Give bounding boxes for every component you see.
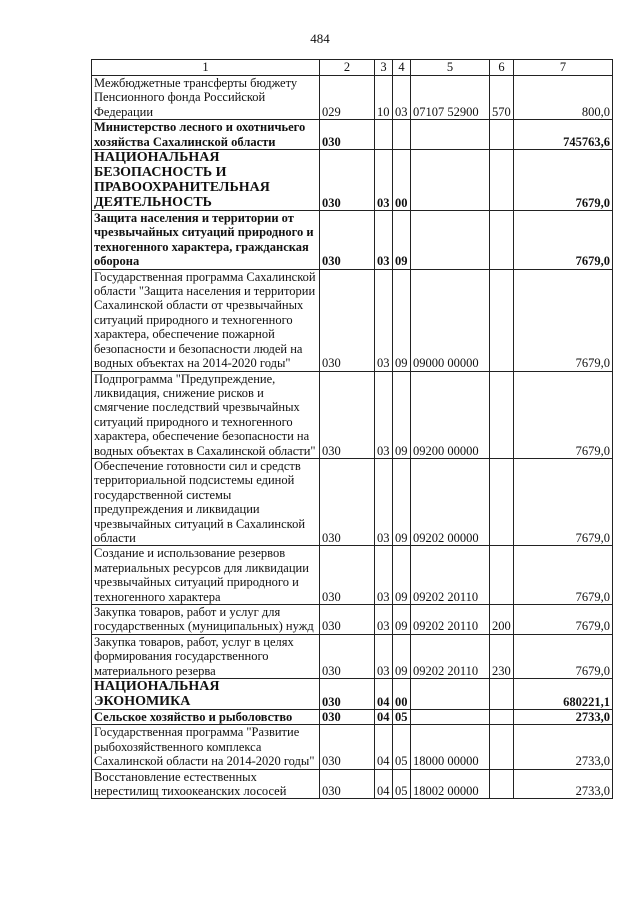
row-name: Подпрограмма "Предупреждение, ликвидация, снижение рисков и смягчение последствий чрезвычайных ситуаций природного и техногенного характера, обеспечение безопасности на водных объектах в Сахалинской области" bbox=[92, 371, 320, 458]
table-row bbox=[92, 634, 613, 678]
row-name: Государственная программа Сахалинской области "Защита населения и территории Сахалинской области от чрезвычайных ситуаций природного и техногенного характера, обеспечение пожарной безопасности и безопасности людей на водных объектах на 2014-2020 годы" bbox=[92, 269, 320, 371]
target-code: 09202 20110 bbox=[411, 546, 490, 605]
subsection-code: 09 bbox=[393, 634, 411, 678]
ministry-code: 030 bbox=[320, 211, 375, 270]
row-name: Министерство лесного и охотничьего хозяйства Сахалинской области bbox=[92, 120, 320, 150]
ministry-code: 030 bbox=[320, 679, 375, 710]
row-name: Межбюджетные трансферты бюджету Пенсионного фонда Российской Федерации bbox=[92, 76, 320, 120]
expense-type: 570 bbox=[490, 76, 514, 120]
row-name: НАЦИОНАЛЬНАЯ БЕЗОПАСНОСТЬ И ПРАВООХРАНИТЕЛЬНАЯ ДЕЯТЕЛЬНОСТЬ bbox=[92, 150, 320, 211]
expense-type bbox=[490, 769, 514, 799]
column-header: 7 bbox=[514, 60, 613, 76]
table-row bbox=[92, 371, 613, 458]
expense-type bbox=[490, 546, 514, 605]
ministry-code: 030 bbox=[320, 150, 375, 211]
subsection-code bbox=[393, 120, 411, 150]
target-code: 09202 00000 bbox=[411, 458, 490, 545]
amount: 7679,0 bbox=[514, 371, 613, 458]
table-row bbox=[92, 605, 613, 635]
subsection-code: 00 bbox=[393, 679, 411, 710]
section-code: 04 bbox=[375, 710, 393, 725]
row-name: Закупка товаров, работ и услуг для государственных (муниципальных) нужд bbox=[92, 605, 320, 635]
table-row bbox=[92, 725, 613, 769]
table-row bbox=[92, 150, 613, 211]
ministry-code: 030 bbox=[320, 725, 375, 769]
row-name: Восстановление естественных нерестилищ тихоокеанских лососей bbox=[92, 769, 320, 799]
table-row bbox=[92, 269, 613, 371]
ministry-code: 030 bbox=[320, 605, 375, 635]
target-code: 18002 00000 bbox=[411, 769, 490, 799]
expense-type bbox=[490, 458, 514, 545]
row-name: Защита населения и территории от чрезвычайных ситуаций природного и техногенного характера, гражданская оборона bbox=[92, 211, 320, 270]
ministry-code: 029 bbox=[320, 76, 375, 120]
table-row bbox=[92, 769, 613, 799]
expense-type bbox=[490, 269, 514, 371]
amount: 7679,0 bbox=[514, 211, 613, 270]
section-code: 03 bbox=[375, 458, 393, 545]
section-code: 04 bbox=[375, 769, 393, 799]
table-row bbox=[92, 76, 613, 120]
expense-type: 230 bbox=[490, 634, 514, 678]
table-row bbox=[92, 679, 613, 710]
subsection-code: 09 bbox=[393, 605, 411, 635]
ministry-code: 030 bbox=[320, 371, 375, 458]
table-row bbox=[92, 211, 613, 270]
amount: 745763,6 bbox=[514, 120, 613, 150]
row-name: Сельское хозяйство и рыболовство bbox=[92, 710, 320, 725]
ministry-code: 030 bbox=[320, 634, 375, 678]
subsection-code: 09 bbox=[393, 269, 411, 371]
expense-type bbox=[490, 211, 514, 270]
column-header: 1 bbox=[92, 60, 320, 76]
subsection-code: 05 bbox=[393, 710, 411, 725]
column-header: 4 bbox=[393, 60, 411, 76]
amount: 7679,0 bbox=[514, 605, 613, 635]
expense-type bbox=[490, 120, 514, 150]
row-name: Закупка товаров, работ, услуг в целях формирования государственного материального резерва bbox=[92, 634, 320, 678]
subsection-code: 03 bbox=[393, 76, 411, 120]
subsection-code: 09 bbox=[393, 546, 411, 605]
amount: 2733,0 bbox=[514, 769, 613, 799]
section-code: 04 bbox=[375, 679, 393, 710]
expense-type bbox=[490, 710, 514, 725]
section-code: 03 bbox=[375, 269, 393, 371]
header-row bbox=[92, 60, 613, 76]
target-code: 09202 20110 bbox=[411, 634, 490, 678]
column-header: 5 bbox=[411, 60, 490, 76]
table-row bbox=[92, 546, 613, 605]
budget-table bbox=[91, 59, 613, 799]
ministry-code: 030 bbox=[320, 546, 375, 605]
row-name: НАЦИОНАЛЬНАЯ ЭКОНОМИКА bbox=[92, 679, 320, 710]
row-name: Обеспечение готовности сил и средств территориальной подсистемы единой государственной системы предупреждения и ликвидации чрезвычайных ситуаций в Сахалинской области bbox=[92, 458, 320, 545]
expense-type bbox=[490, 371, 514, 458]
section-code: 03 bbox=[375, 150, 393, 211]
section-code: 03 bbox=[375, 371, 393, 458]
column-header: 2 bbox=[320, 60, 375, 76]
ministry-code: 030 bbox=[320, 769, 375, 799]
section-code: 03 bbox=[375, 546, 393, 605]
row-name: Создание и использование резервов материальных ресурсов для ликвидации чрезвычайных ситуаций природного и техногенного характера bbox=[92, 546, 320, 605]
amount: 2733,0 bbox=[514, 725, 613, 769]
column-header: 3 bbox=[375, 60, 393, 76]
amount: 7679,0 bbox=[514, 269, 613, 371]
target-code: 09200 00000 bbox=[411, 371, 490, 458]
section-code: 03 bbox=[375, 605, 393, 635]
target-code bbox=[411, 120, 490, 150]
target-code bbox=[411, 679, 490, 710]
column-header: 6 bbox=[490, 60, 514, 76]
table-row bbox=[92, 710, 613, 725]
expense-type: 200 bbox=[490, 605, 514, 635]
target-code bbox=[411, 150, 490, 211]
target-code: 09202 20110 bbox=[411, 605, 490, 635]
row-name: Государственная программа "Развитие рыбохозяйственного комплекса Сахалинской области на 2014-2020 годы" bbox=[92, 725, 320, 769]
ministry-code: 030 bbox=[320, 269, 375, 371]
amount: 7679,0 bbox=[514, 458, 613, 545]
amount: 7679,0 bbox=[514, 634, 613, 678]
target-code bbox=[411, 211, 490, 270]
ministry-code: 030 bbox=[320, 458, 375, 545]
subsection-code: 05 bbox=[393, 769, 411, 799]
section-code: 03 bbox=[375, 211, 393, 270]
target-code: 07107 52900 bbox=[411, 76, 490, 120]
subsection-code: 00 bbox=[393, 150, 411, 211]
amount: 800,0 bbox=[514, 76, 613, 120]
expense-type bbox=[490, 725, 514, 769]
amount: 680221,1 bbox=[514, 679, 613, 710]
subsection-code: 09 bbox=[393, 211, 411, 270]
table-row bbox=[92, 120, 613, 150]
target-code bbox=[411, 710, 490, 725]
target-code: 09000 00000 bbox=[411, 269, 490, 371]
page-number: 484 bbox=[310, 31, 330, 46]
subsection-code: 05 bbox=[393, 725, 411, 769]
section-code: 10 bbox=[375, 76, 393, 120]
section-code: 04 bbox=[375, 725, 393, 769]
expense-type bbox=[490, 679, 514, 710]
section-code bbox=[375, 120, 393, 150]
amount: 7679,0 bbox=[514, 150, 613, 211]
section-code: 03 bbox=[375, 634, 393, 678]
target-code: 18000 00000 bbox=[411, 725, 490, 769]
amount: 2733,0 bbox=[514, 710, 613, 725]
table-row bbox=[92, 458, 613, 545]
ministry-code: 030 bbox=[320, 120, 375, 150]
subsection-code: 09 bbox=[393, 458, 411, 545]
ministry-code: 030 bbox=[320, 710, 375, 725]
subsection-code: 09 bbox=[393, 371, 411, 458]
expense-type bbox=[490, 150, 514, 211]
amount: 7679,0 bbox=[514, 546, 613, 605]
